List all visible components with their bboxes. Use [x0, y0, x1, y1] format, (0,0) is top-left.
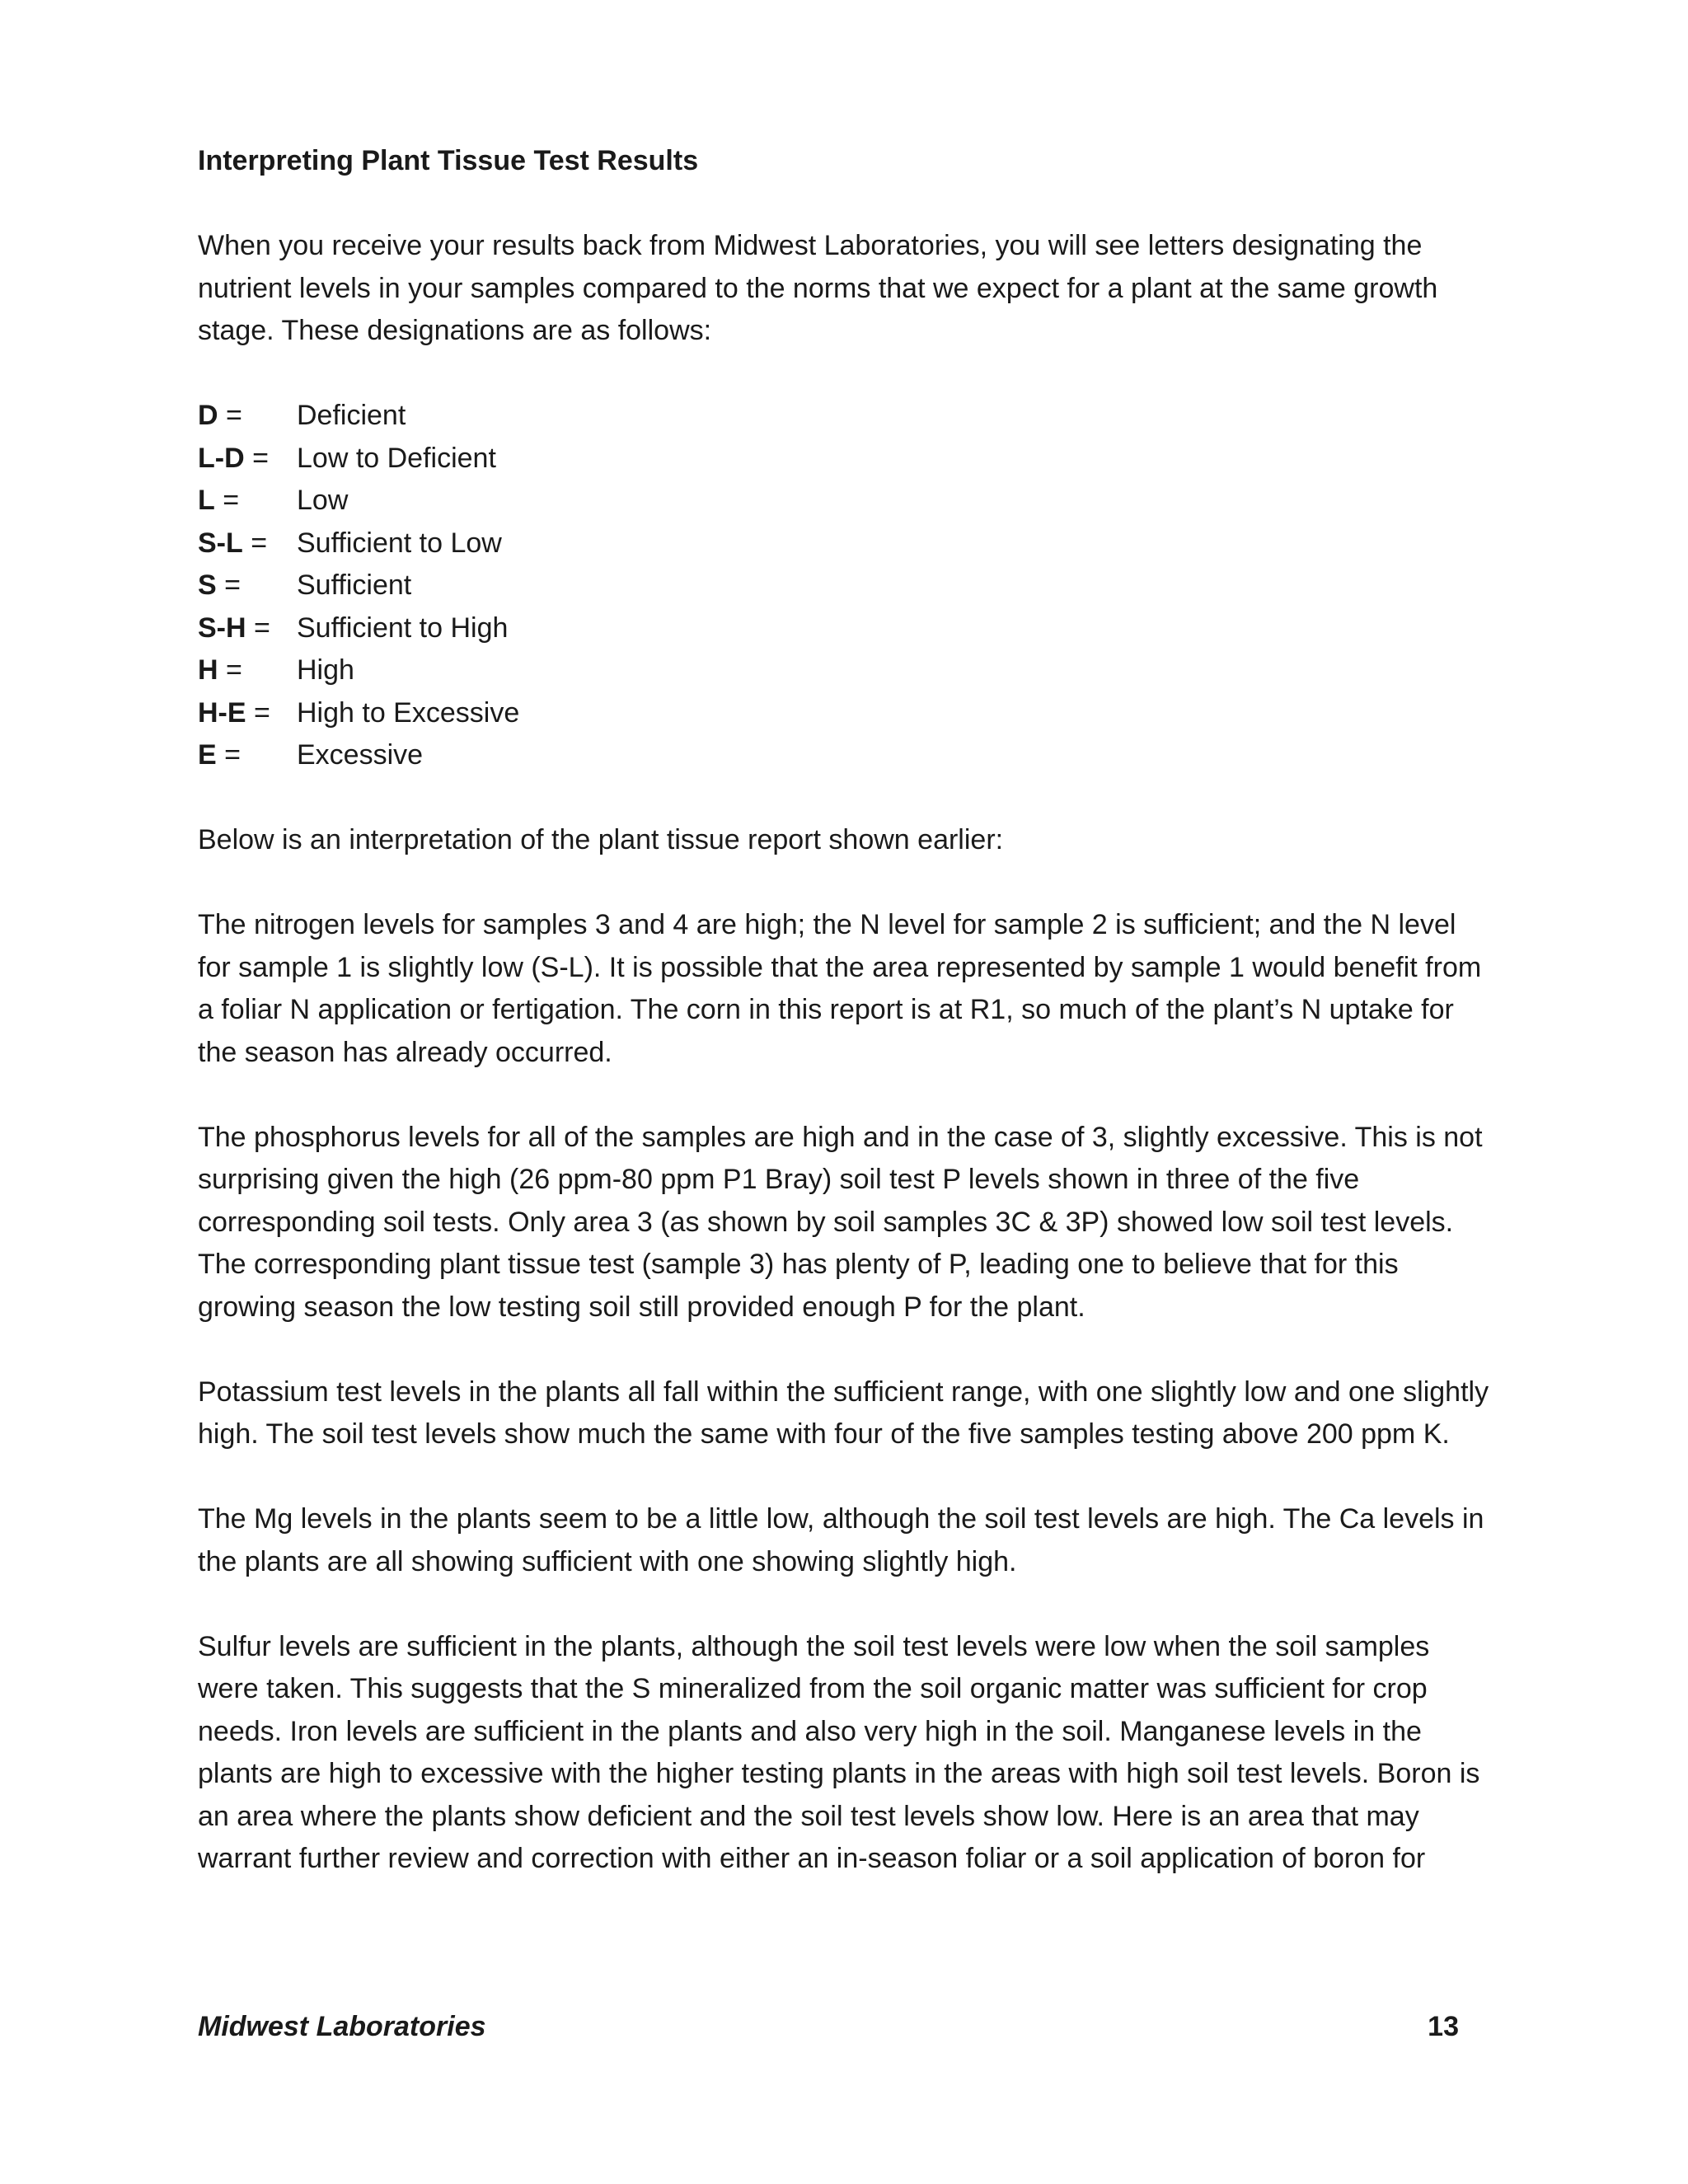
body-paragraph: The phosphorus levels for all of the samples are high and in the case of 3, slightly excessive. This is not surprising given the high (26 ppm-80 ppm P1 Bray) soil test P levels shown in three of the five corresponding soil tests. Only area 3 (as shown by soil samples 3C & 3P) showed low soil test levels. The corresponding plant tissue test (sample 3) has plenty of P, leading one to believe that for this growing season the low testing soil still provided enough P for the plant. — [198, 1121, 1483, 1323]
legend-row — [198, 649, 1492, 692]
legend-code: D — [198, 400, 218, 431]
legend-code: S — [198, 569, 217, 601]
legend-equals: = — [214, 485, 240, 516]
legend-equals: = — [246, 696, 270, 729]
footer-company: Midwest Laboratories — [198, 2011, 486, 2042]
designation-legend — [198, 395, 1492, 777]
legend-equals: = — [218, 400, 242, 431]
legend-row — [198, 734, 1492, 777]
legend-meaning: Low to Deficient — [297, 442, 496, 474]
legend-meaning: Sufficient — [297, 569, 412, 601]
legend-row — [198, 480, 1492, 523]
legend-equals: = — [216, 569, 241, 601]
legend-row — [198, 395, 1492, 438]
legend-row — [198, 692, 1492, 735]
legend-equals: = — [218, 654, 242, 686]
body-paragraph: The Mg levels in the plants seem to be a little low, although the soil test levels are high. The Ca levels in the plants are all showing sufficient with one showing slightly high. — [198, 1503, 1484, 1577]
body-paragraph: Potassium test levels in the plants all fall within the sufficient range, with one slightly low and one slightly high. The soil test levels show much the same with four of the five samples testing above 200 ppm K. — [198, 1376, 1489, 1450]
legend-row — [198, 565, 1492, 607]
body-paragraph: The nitrogen levels for samples 3 and 4 are high; the N level for sample 2 is sufficient; and the N level for sample 1 is slightly low (S-L). It is possible that the area represented by sample 1 would benefit from a foliar N application or fertigation. The corn in this report is at R1, so much of the plant’s N uptake for the season has already occurred. — [198, 909, 1482, 1068]
legend-code: L — [198, 485, 215, 516]
legend-code: E — [198, 739, 217, 771]
page-footer — [198, 2011, 1459, 2043]
legend-row — [198, 607, 1492, 650]
legend-meaning: High — [297, 654, 354, 686]
legend-code: H-E — [198, 696, 246, 729]
legend-code: S-H — [198, 612, 246, 644]
legend-meaning: High to Excessive — [297, 696, 520, 729]
legend-code: L-D — [198, 442, 245, 474]
legend-meaning: Deficient — [297, 400, 406, 431]
legend-meaning: Excessive — [297, 739, 424, 771]
legend-equals: = — [216, 739, 241, 771]
intro-paragraph: When you receive your results back from Midwest Laboratories, you will see letters designating the nutrient levels in your samples compared to the norms that we expect for a plant at the same growth stage. These designations are as follows: — [198, 230, 1438, 346]
legend-row — [198, 523, 1492, 565]
page-number: 13 — [1428, 2011, 1459, 2042]
legend-row — [198, 438, 1492, 480]
legend-equals: = — [244, 442, 269, 474]
legend-meaning: Sufficient to Low — [297, 527, 502, 559]
legend-meaning: Sufficient to High — [297, 612, 509, 644]
document-body — [198, 140, 1492, 1881]
legend-code: S-L — [198, 527, 243, 559]
legend-equals: = — [242, 527, 268, 559]
page-title: Interpreting Plant Tissue Test Results — [198, 145, 699, 176]
body-paragraph: Sulfur levels are sufficient in the plants, although the soil test levels were low when the soil samples were taken. This suggests that the S mineralized from the soil organic matter was sufficient for crop needs. Iron levels are sufficient in the plants and also very high in the soil. Manganese levels in the plants are high to excessive with the higher testing plants in the areas with high soil test levels. Boron is an area where the plants show deficient and the soil test levels show low. Here is an area that may warrant further review and correction with either an in-season foliar or a soil application of boron for — [198, 1630, 1480, 1874]
legend-code: H — [198, 654, 218, 686]
legend-equals: = — [246, 612, 270, 644]
body-paragraph: Below is an interpretation of the plant tissue report shown earlier: — [198, 824, 1004, 855]
legend-meaning: Low — [297, 485, 349, 516]
